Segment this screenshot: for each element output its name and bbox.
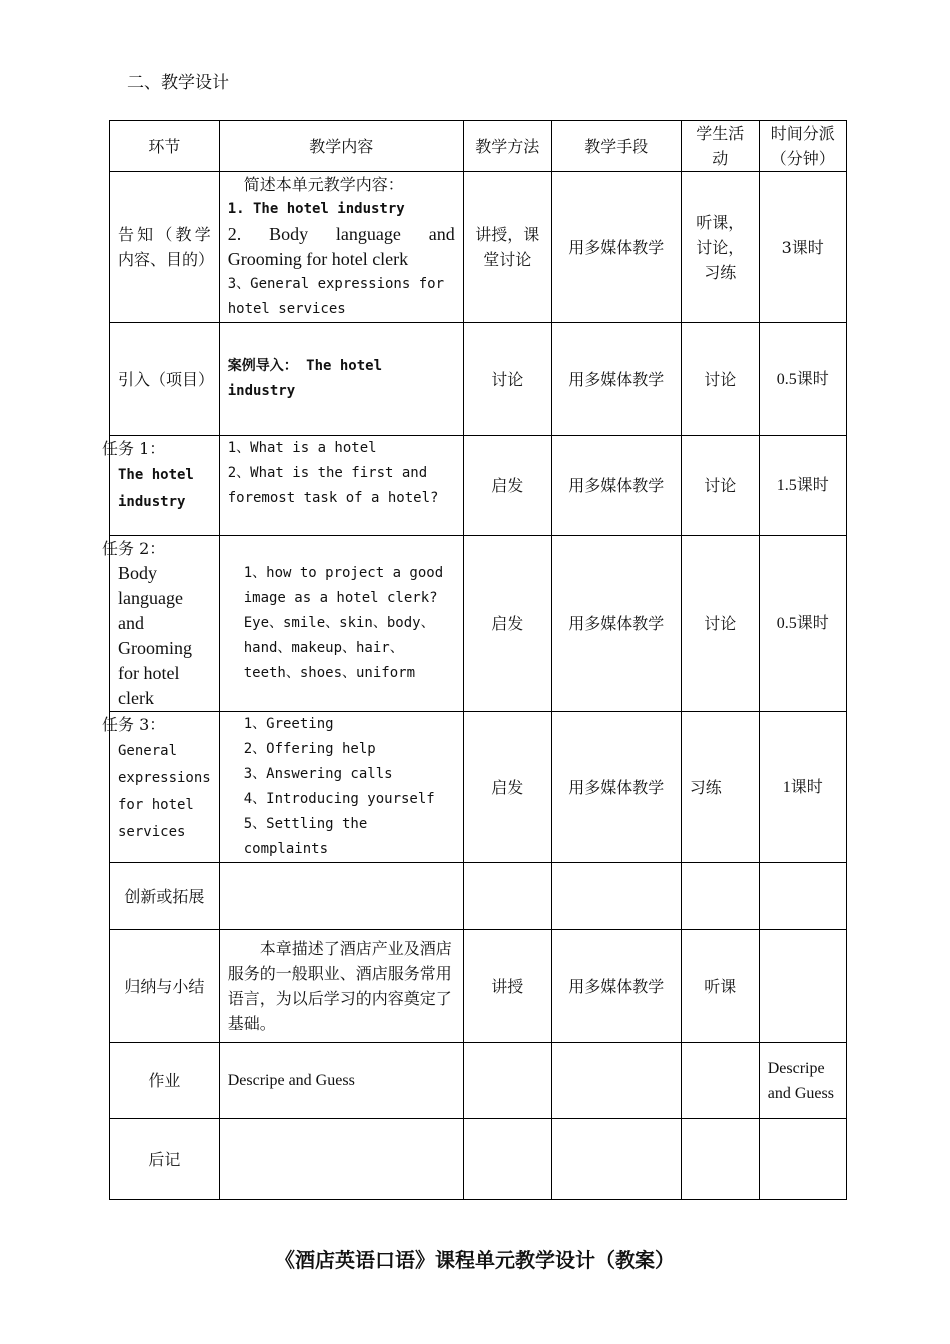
- time-cell: 1课时: [759, 712, 846, 863]
- stage-cell: [102, 536, 220, 712]
- document-title: 《酒店英语口语》课程单元教学设计（教案）: [275, 1248, 675, 1272]
- content-item: 4、Introducing yourself: [243, 791, 435, 807]
- content-cell: [219, 536, 463, 712]
- content-item: 1. The hotel industry: [227, 201, 405, 217]
- content-cell: 本章描述了酒店产业及酒店服务的一般职业、酒店服务常用语言，为以后学习的内容奠定了基础。: [219, 930, 463, 1043]
- means-cell: 用多媒体教学: [551, 172, 681, 323]
- activity-cell: 讨论: [681, 323, 759, 436]
- means-cell: 用多媒体教学: [551, 536, 681, 712]
- content-cell: 案例导入： The hotel industry: [219, 323, 463, 436]
- activity-cell: 听课，讨论，习练: [681, 172, 759, 323]
- content-cell: [219, 172, 463, 323]
- table-row: [110, 536, 847, 712]
- stage-cell: [102, 712, 220, 863]
- means-cell: [551, 1119, 681, 1200]
- method-cell: [463, 1119, 551, 1200]
- table-row: [110, 863, 847, 930]
- method-cell: 启发: [463, 712, 551, 863]
- stage-prefix: 任务 3：: [102, 715, 166, 734]
- table-row: [110, 172, 847, 323]
- activity-cell: 习练: [681, 712, 759, 863]
- time-cell: 0.5课时: [759, 323, 846, 436]
- header-means: 教学手段: [551, 121, 681, 172]
- means-cell: 用多媒体教学: [551, 712, 681, 863]
- means-cell: 用多媒体教学: [551, 436, 681, 536]
- activity-cell: 讨论: [681, 536, 759, 712]
- method-cell: [463, 863, 551, 930]
- stage-cell: 作业: [110, 1043, 220, 1119]
- method-cell: [463, 1043, 551, 1119]
- content-item: 1、What is a hotel: [227, 440, 377, 456]
- activity-cell: 讨论: [681, 436, 759, 536]
- method-cell: 启发: [463, 536, 551, 712]
- header-content: 教学内容: [219, 121, 463, 172]
- content-item: 1、how to project a good image as a hotel clerk?: [243, 565, 444, 606]
- table-row: [110, 436, 847, 536]
- stage-cell: 创新或拓展: [110, 863, 220, 930]
- time-cell: [759, 863, 846, 930]
- table-row: [110, 712, 847, 863]
- content-item: Eye、smile、skin、body、hand、makeup、hair、teeth、shoes、uniform: [243, 615, 435, 681]
- time-cell: 3课时: [759, 172, 846, 323]
- stage-cell: 后记: [110, 1119, 220, 1200]
- content-cell: [219, 1119, 463, 1200]
- content-cell: [219, 712, 463, 863]
- header-time: 时间分派（分钟）: [759, 121, 846, 172]
- content-intro: 简述本单元教学内容：: [243, 175, 404, 194]
- section-heading: 二、教学设计: [127, 73, 229, 93]
- activity-cell: [681, 1043, 759, 1119]
- means-cell: [551, 1043, 681, 1119]
- means-cell: [551, 863, 681, 930]
- header-activity: 学生活动: [681, 121, 759, 172]
- teaching-design-table: [102, 120, 847, 1200]
- stage-cell: [102, 436, 220, 536]
- table-row: [110, 1043, 847, 1119]
- time-cell: Descripe and Guess: [759, 1043, 846, 1119]
- content-cell: [219, 863, 463, 930]
- header-method: 教学方法: [463, 121, 551, 172]
- activity-cell: 听课: [681, 930, 759, 1043]
- time-cell: 0.5课时: [759, 536, 846, 712]
- activity-cell: [681, 1119, 759, 1200]
- stage-prefix: 任务 2：: [102, 539, 166, 558]
- content-item: 1、Greeting: [243, 716, 334, 732]
- table-row: [110, 323, 847, 436]
- time-cell: 1.5课时: [759, 436, 846, 536]
- table-row: [110, 1119, 847, 1200]
- activity-cell: [681, 863, 759, 930]
- stage-cell: 引入（项目）: [110, 323, 220, 436]
- header-stage: 环节: [110, 121, 220, 172]
- stage-cell: 告知（教学内容、目的）: [110, 172, 220, 323]
- stage-prefix: 任务 1：: [102, 439, 166, 458]
- content-item: 2、Offering help: [243, 741, 376, 757]
- content-item: 2. Body language and Grooming for hotel clerk: [227, 224, 455, 269]
- stage-cell: 归纳与小结: [110, 930, 220, 1043]
- table-row: [110, 930, 847, 1043]
- content-item: 3、General expressions for hotel services: [227, 276, 445, 317]
- stage-title: General expressions for hotel services: [118, 743, 211, 840]
- stage-title: Body language and Grooming for hotel clerk: [118, 563, 192, 708]
- table-header-row: [110, 121, 847, 172]
- method-cell: 讲授: [463, 930, 551, 1043]
- time-cell: [759, 930, 846, 1043]
- method-cell: 讨论: [463, 323, 551, 436]
- time-cell: [759, 1119, 846, 1200]
- content-item: 3、Answering calls: [243, 766, 393, 782]
- content-cell: [219, 436, 463, 536]
- content-item: 2、What is the first and foremost task of a hotel?: [227, 465, 439, 506]
- content-cell: Descripe and Guess: [219, 1043, 463, 1119]
- means-cell: 用多媒体教学: [551, 323, 681, 436]
- method-cell: 讲授，课堂讨论: [463, 172, 551, 323]
- method-cell: 启发: [463, 436, 551, 536]
- stage-title: The hotel industry: [118, 467, 194, 510]
- means-cell: 用多媒体教学: [551, 930, 681, 1043]
- content-item: 5、Settling the complaints: [243, 816, 368, 857]
